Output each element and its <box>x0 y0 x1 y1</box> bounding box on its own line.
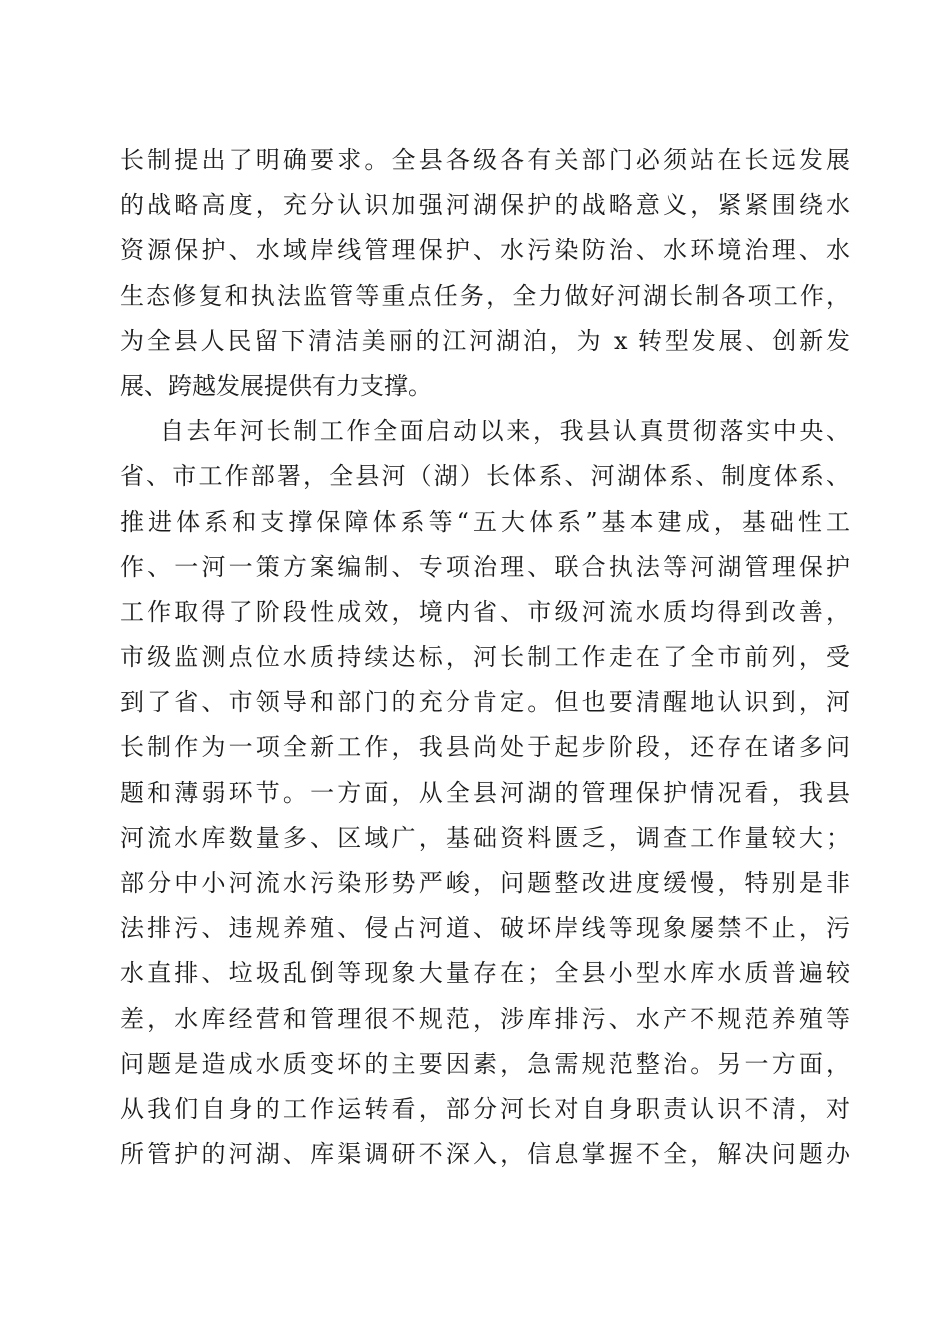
text-line: 作、一河一策方案编制、专项治理、联合执法等河湖管理保护 <box>120 552 850 581</box>
text-line: 推进体系和支撑保障体系等“五大体系”基本建成，基础性工 <box>120 507 850 536</box>
text-line: 长制提出了明确要求。全县各级各有关部门必须站在长远发展 <box>120 146 850 174</box>
text-line: 从我们自身的工作运转看，部分河长对自身职责认识不清，对 <box>120 1094 850 1123</box>
text-line: 生态修复和执法监管等重点任务，全力做好河湖长制各项工作， <box>120 281 850 310</box>
paragraph-first-line: 自去年河长制工作全面启动以来，我县认真贯彻落实中央、 <box>160 417 850 446</box>
text-line: 差，水库经营和管理很不规范，涉库排污、水产不规范养殖等 <box>120 1004 850 1033</box>
text-line: 资源保护、水域岸线管理保护、水污染防治、水环境治理、水 <box>120 236 850 265</box>
text-line: 题和薄弱环节。一方面，从全县河湖的管理保护情况看，我县 <box>120 778 850 807</box>
text-line: 为全县人民留下清洁美丽的江河湖泊，为 x 转型发展、创新发 <box>120 326 850 355</box>
text-line: 长制作为一项全新工作，我县尚处于起步阶段，还存在诸多问 <box>120 733 850 762</box>
text-line: 问题是造成水质变坏的主要因素，急需规范整治。另一方面， <box>120 1049 850 1078</box>
text-line: 省、市工作部署，全县河（湖）长体系、河湖体系、制度体系、 <box>120 462 850 491</box>
text-line: 市级监测点位水质持续达标，河长制工作走在了全市前列，受 <box>120 643 850 672</box>
text-line: 的战略高度，充分认识加强河湖保护的战略意义，紧紧围绕水 <box>120 191 850 220</box>
text-line: 展、跨越发展提供有力支撑。 <box>120 371 432 400</box>
text-line: 部分中小河流水污染形势严峻，问题整改进度缓慢，特别是非 <box>120 869 850 897</box>
text-line: 所管护的河湖、库渠调研不深入，信息掌握不全，解决问题办 <box>120 1140 850 1169</box>
text-line: 到了省、市领导和部门的充分肯定。但也要清醒地认识到，河 <box>120 688 850 717</box>
body-text <box>120 138 850 1177</box>
text-line: 水直排、垃圾乱倒等现象大量存在；全县小型水库水质普遍较 <box>120 959 850 988</box>
text-line: 法排污、违规养殖、侵占河道、破坏岸线等现象屡禁不止，污 <box>120 914 850 943</box>
text-line: 工作取得了阶段性成效，境内省、市级河流水质均得到改善， <box>120 597 850 626</box>
text-line: 河流水库数量多、区域广，基础资料匮乏，调查工作量较大； <box>120 823 850 852</box>
